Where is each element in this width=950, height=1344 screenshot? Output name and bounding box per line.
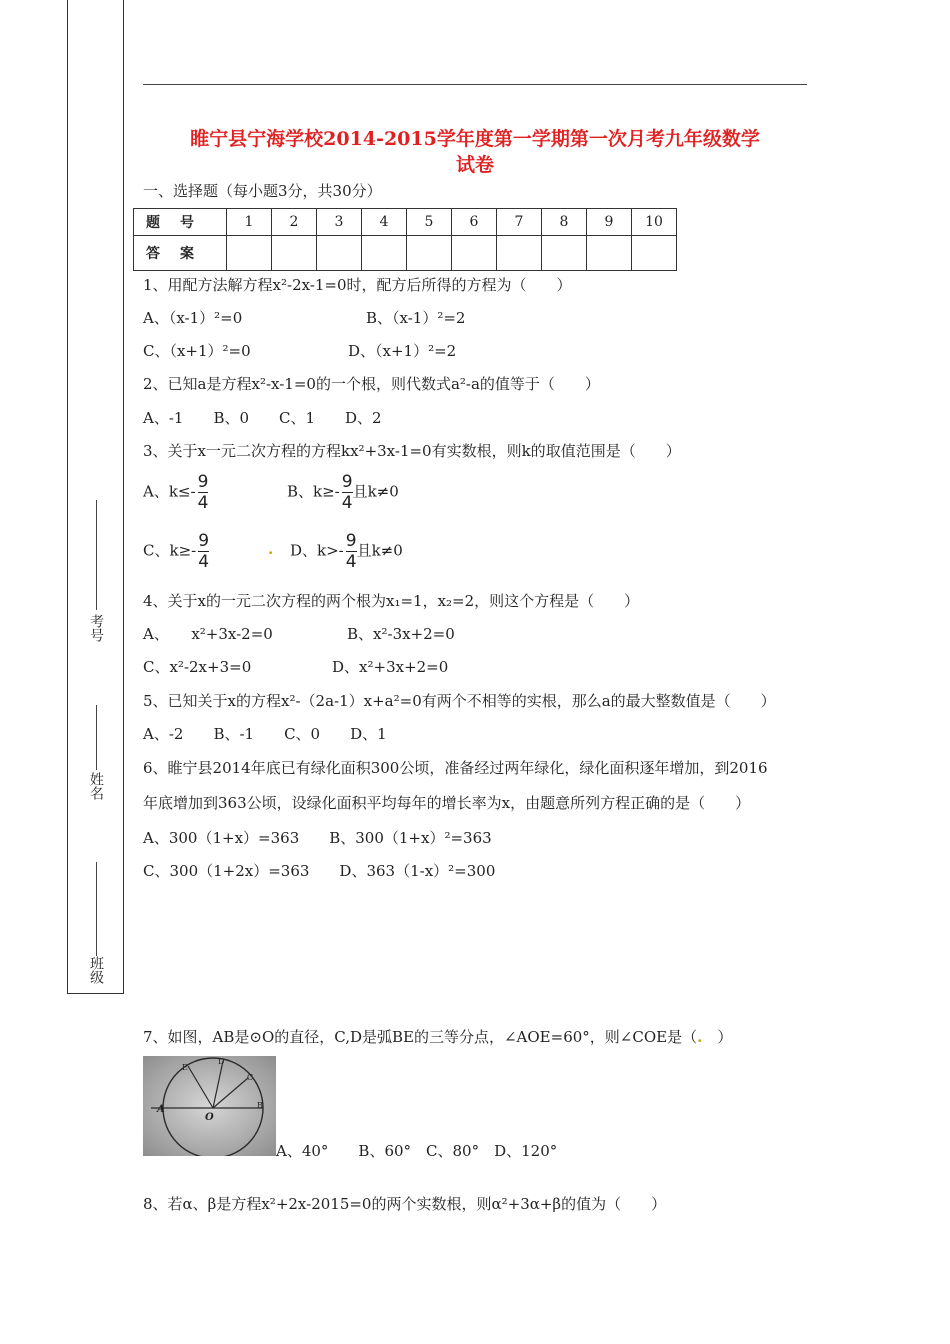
question-number-cell: 8 (542, 209, 587, 236)
point-a-label: A (157, 1104, 165, 1115)
answer-cell[interactable] (452, 236, 497, 271)
binding-sidebar (67, 0, 124, 994)
point-b-label: B (257, 1101, 263, 1110)
class-text: 班级 (88, 956, 104, 984)
q4-option-b: B、x²-3x+2=0 (347, 625, 455, 643)
fraction-numerator: 9 (341, 472, 353, 492)
section-heading: 一、选择题（每小题3分，共30分） (143, 182, 382, 200)
q7-mark: . (697, 1028, 703, 1046)
answer-table (133, 208, 677, 271)
fraction (198, 472, 209, 513)
q1-option-a: A、（x-1）²=0 (143, 309, 243, 327)
answer-cell[interactable] (227, 236, 272, 271)
exam-no-line (96, 500, 97, 610)
q3-option-c-label: C、k≥- (143, 541, 197, 560)
answer-table-number-row (134, 209, 677, 236)
answer-cell[interactable] (317, 236, 362, 271)
point-o-label: O (205, 1112, 214, 1123)
point-d-label: D (218, 1057, 225, 1066)
fraction-numerator: 9 (197, 472, 209, 492)
q4-option-a: A、 x²+3x-2=0 (143, 625, 273, 643)
q1-option-c: C、（x+1）²=0 (143, 342, 251, 360)
q6-options-ab: A、300（1+x）=363 B、300（1+x）²=363 (143, 829, 492, 847)
circle-figure-photo (143, 1056, 276, 1156)
question-number-cell: 4 (362, 209, 407, 236)
q5-options: A、-2 B、-1 C、0 D、1 (143, 725, 387, 743)
answer-cell[interactable] (632, 236, 677, 271)
q3-mark: . (268, 540, 274, 558)
fraction (198, 531, 209, 572)
question-number-cell: 5 (407, 209, 452, 236)
answer-cell[interactable] (497, 236, 542, 271)
answer-table-answer-row (134, 236, 677, 271)
fraction-numerator: 9 (198, 531, 210, 551)
name-label (86, 772, 106, 804)
fraction (346, 531, 357, 572)
q4-stem: 4、关于x的一元二次方程的两个根为x₁=1，x₂=2，则这个方程是（ ） (143, 592, 640, 610)
q3-option-a-label: A、k≤- (143, 482, 196, 501)
page-title-line1: 睢宁县宁海学校2014-2015学年度第一学期第一次月考九年级数学 (190, 128, 760, 150)
question-number-cell: 1 (227, 209, 272, 236)
exam-no-label (86, 614, 106, 646)
question-number-cell: 6 (452, 209, 497, 236)
q6-options-cd: C、300（1+2x）=363 D、363（1-x）²=300 (143, 862, 496, 880)
q2-options: A、-1 B、0 C、1 D、2 (143, 409, 382, 427)
q7-stem-end: ） (702, 1028, 733, 1046)
q7-options: A、40° B、60° C、80° D、120° (276, 1142, 558, 1160)
q6-stem-line1: 6、睢宁县2014年底已有绿化面积300公顷，准备经过两年绿化，绿化面积逐年增加，到2016 (143, 759, 768, 777)
question-number-cell: 3 (317, 209, 362, 236)
q3-option-d (290, 531, 403, 572)
q3-option-a (143, 472, 208, 513)
exam-no-text: 考号 (88, 614, 104, 642)
row-label-answer: 答案 (134, 236, 227, 271)
name-line (96, 705, 97, 770)
answer-cell[interactable] (587, 236, 632, 271)
row-label-question: 题号 (134, 209, 227, 236)
q3-option-d-condition: 且k≠0 (356, 541, 403, 560)
q1-option-d: D、（x+1）²=2 (348, 342, 457, 360)
q1-stem: 1、用配方法解方程x²-2x-1=0时，配方后所得的方程为（ ） (143, 276, 572, 294)
q8-stem: 8、若α、β是方程x²+2x-2015=0的两个实数根，则α²+3α+β的值为（ ） (143, 1195, 667, 1213)
q2-stem: 2、已知a是方程x²-x-1=0的一个根，则代数式a²-a的值等于（ ） (143, 375, 600, 393)
q3-option-b-label: B、k≥- (287, 482, 340, 501)
q7-stem-text: 7、如图，AB是⊙O的直径，C,D是弧BE的三等分点，∠AOE=60°，则∠COE是（ (143, 1028, 698, 1046)
class-label (86, 956, 106, 988)
question-number-cell: 7 (497, 209, 542, 236)
answer-cell[interactable] (362, 236, 407, 271)
answer-cell[interactable] (272, 236, 317, 271)
point-c-label: C (247, 1073, 254, 1082)
fraction-denominator: 4 (345, 552, 357, 572)
answer-cell[interactable] (542, 236, 587, 271)
q5-stem: 5、已知关于x的方程x²-（2a-1）x+a²=0有两个不相等的实根，那么a的最大整数值是（ ） (143, 692, 776, 710)
page-title-line2: 试卷 (455, 154, 494, 176)
header-rule (143, 84, 807, 85)
fraction (342, 472, 353, 513)
q1-option-b: B、（x-1）²=2 (366, 309, 466, 327)
question-number-cell: 2 (272, 209, 317, 236)
question-number-cell: 10 (632, 209, 677, 236)
fraction-denominator: 4 (341, 493, 353, 513)
fraction-denominator: 4 (198, 552, 210, 572)
q7-stem (143, 1026, 732, 1047)
question-number-cell: 9 (587, 209, 632, 236)
q4-option-d: D、x²+3x+2=0 (332, 658, 449, 676)
answer-cell[interactable] (407, 236, 452, 271)
q3-option-b (287, 472, 399, 513)
q4-option-c: C、x²-2x+3=0 (143, 658, 252, 676)
q6-stem-line2: 年底增加到363公顷，设绿化面积平均每年的增长率为x，由题意所列方程正确的是（ ） (143, 794, 751, 812)
fraction-numerator: 9 (345, 531, 357, 551)
q3-option-d-label: D、k>- (290, 541, 344, 560)
q3-stem: 3、关于x一元二次方程的方程kx²+3x-1=0有实数根，则k的取值范围是（ ） (143, 442, 681, 460)
name-text: 姓名 (88, 772, 104, 800)
q3-option-b-condition: 且k≠0 (352, 482, 399, 501)
fraction-denominator: 4 (197, 493, 209, 513)
point-e-label: E (182, 1063, 188, 1072)
q3-option-c (143, 531, 209, 572)
class-line (96, 862, 97, 956)
